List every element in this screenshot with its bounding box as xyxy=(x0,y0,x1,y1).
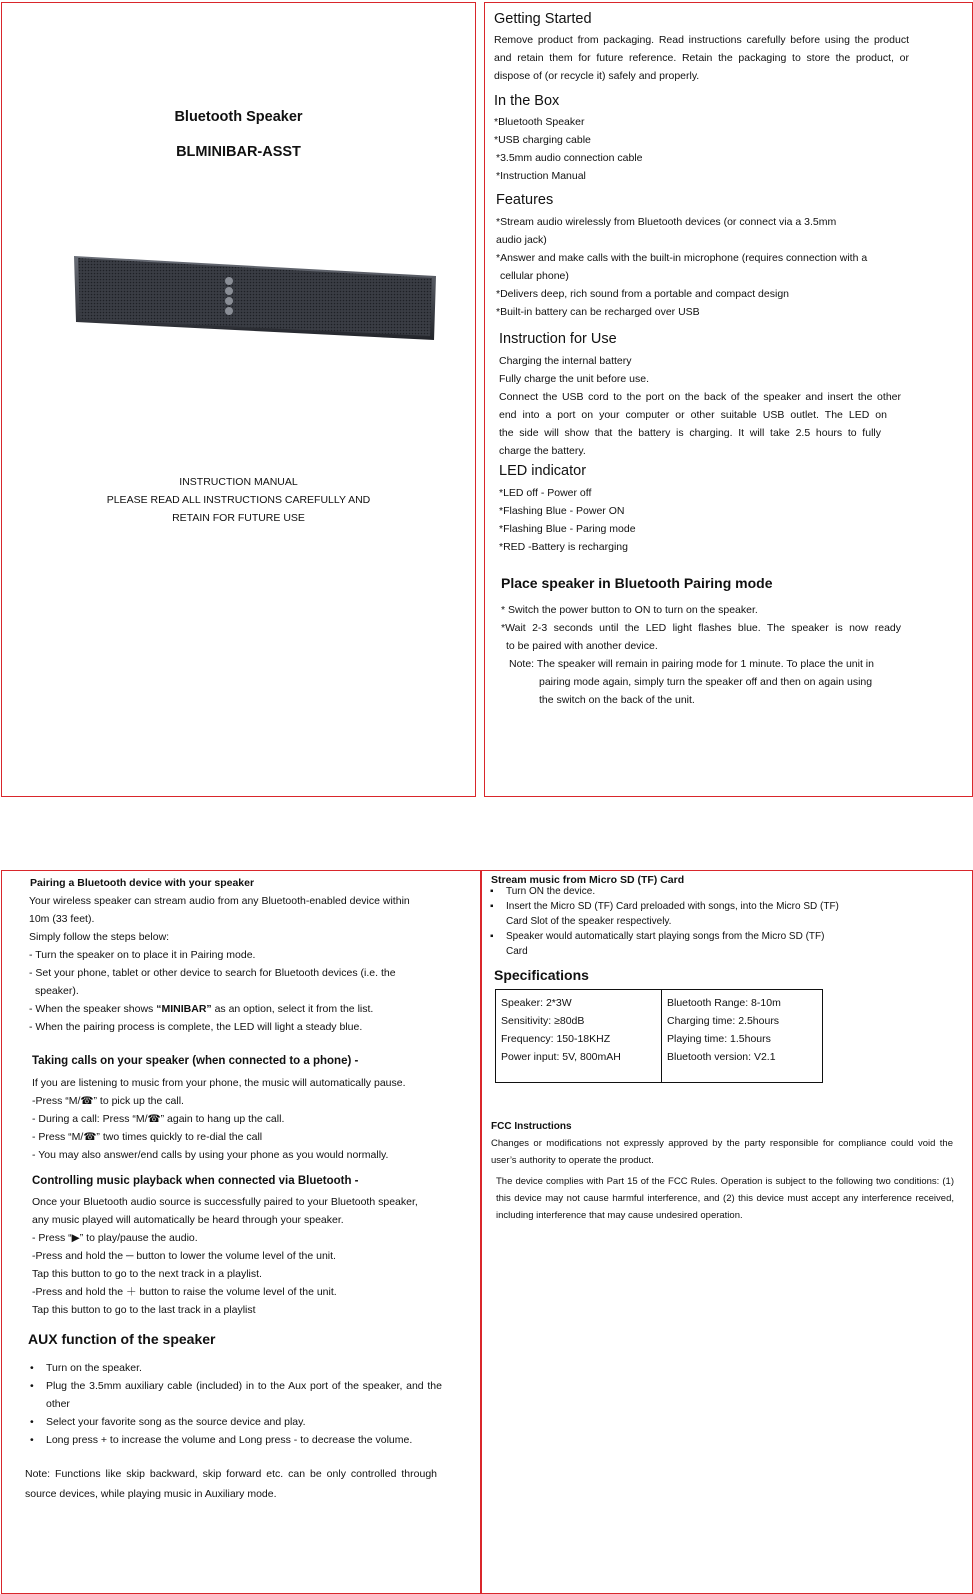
aux-list xyxy=(28,1359,442,1449)
list-item: *LED off - Power off xyxy=(499,487,592,499)
spec-item: Sensitivity: ≥80dB xyxy=(501,1015,585,1027)
specs-panel xyxy=(481,870,973,1594)
list-item: *Stream audio wirelessly from Bluetooth devices (or connect via a 3.5mm xyxy=(496,216,837,228)
spec-item: Bluetooth Range: 8-10m xyxy=(667,997,781,1009)
spec-item: Power input: 5V, 800mAH xyxy=(501,1051,621,1063)
aux-heading: AUX function of the speaker xyxy=(28,1331,216,1347)
list-item: *Flashing Blue - Paring mode xyxy=(499,523,636,535)
list-item: *Instruction Manual xyxy=(496,170,586,182)
cover-title: Bluetooth Speaker xyxy=(174,109,303,125)
in-the-box-list xyxy=(494,113,643,185)
specs-table xyxy=(495,989,823,1083)
list-item: • Long press + to increase the volume and Long press - to decrease the volume. xyxy=(30,1434,413,1446)
cover-manual-line: INSTRUCTION MANUAL xyxy=(179,476,298,488)
spec-item: Frequency: 150-18KHZ xyxy=(501,1033,611,1045)
spec-item: Speaker: 2*3W xyxy=(501,997,572,1009)
cover-model: BLMINIBAR-ASST xyxy=(176,144,301,160)
list-item: • Turn on the speaker. xyxy=(30,1362,142,1374)
in-the-box-heading: In the Box xyxy=(494,93,560,109)
speaker-product-image xyxy=(72,248,438,348)
specs-right-cell xyxy=(662,990,823,1083)
features-list xyxy=(496,213,867,321)
list-item: cellular phone) xyxy=(500,270,569,282)
music-heading: Controlling music playback when connected via Bluetooth - xyxy=(32,1175,359,1187)
list-item: ▪ Speaker would automatically start playing songs from the Micro SD (TF) Card xyxy=(490,931,825,957)
fcc-para2: The device complies with Part 15 of the FCC Rules. Operation is subject to the following two conditions: (1) this device may not cause harmful interference, and (2) this device must accept any interference received, including interference that may cause undesired operation. xyxy=(496,1176,954,1221)
features-heading: Features xyxy=(496,192,554,208)
list-item: *USB charging cable xyxy=(494,134,591,146)
fcc-heading: FCC Instructions xyxy=(491,1121,572,1132)
spec-item: Bluetooth version: V2.1 xyxy=(667,1051,776,1063)
led-heading: LED indicator xyxy=(499,463,587,479)
list-item: *RED -Battery is recharging xyxy=(499,541,628,553)
instruction-use-text: Charging the internal battery Fully charge the unit before use. Connect the USB cord to the port on the back of the speaker and insert the other end into a port on your computer or other suitable USB outlet. The LED on the side will show that the battery is charging. It will take 2.5 hours to fully charge the battery. xyxy=(499,355,901,457)
cover-panel xyxy=(1,2,476,797)
cover-manual-line: PLEASE READ ALL INSTRUCTIONS CAREFULLY AND xyxy=(106,494,371,506)
pairing-mode-heading: Place speaker in Bluetooth Pairing mode xyxy=(501,575,773,591)
pairing-device-heading: Pairing a Bluetooth device with your speaker xyxy=(30,877,255,889)
specs-heading: Specifications xyxy=(494,967,589,983)
pairing-mode-text: * Switch the power button to ON to turn on the speaker. *Wait 2-3 seconds until the LED light flashes blue. The speaker is now ready to be paired with another device. Note: The speaker will remain in pairing mode for 1 minute. To place the unit in pairing mode again, simply turn the speaker off and then on again using the switch on the back of the unit. xyxy=(501,604,901,706)
list-item: *Bluetooth Speaker xyxy=(494,116,585,128)
pairing-device-text: Your wireless speaker can stream audio from any Bluetooth-enabled device within 10m (33 feet). Simply follow the steps below: - Turn the speaker on to place it in Pairing mode. - Set your phone, tablet or other device to search for Bluetooth devices (i.e. the speaker). - When the speaker shows “MINIBAR” as an option, select it from the list. - When the pairing process is complete, the LED will light a steady blue. xyxy=(29,895,410,1033)
instructions-panel xyxy=(484,2,973,797)
specs-left-cell xyxy=(496,990,662,1083)
led-list xyxy=(499,484,636,556)
list-item: • Plug the 3.5mm auxiliary cable (included) in to the Aux port of the speaker, and the other xyxy=(30,1380,442,1410)
sd-heading: Stream music from Micro SD (TF) Card xyxy=(491,874,685,886)
list-item: *Flashing Blue - Power ON xyxy=(499,505,625,517)
getting-started-text: Remove product from packaging. Read instructions carefully before using the product and retain them for future reference. Retain the packaging to store the product, or dispose of (or recycle it) safely and properly. xyxy=(494,34,909,82)
fcc-para1: Changes or modifications not expressly approved by the party responsible for compliance could void the user’s authority to operate the product. xyxy=(491,1138,953,1166)
list-item: *3.5mm audio connection cable xyxy=(496,152,643,164)
list-item: *Built-in battery can be recharged over USB xyxy=(496,306,700,318)
list-item: • Select your favorite song as the source device and play. xyxy=(30,1416,306,1428)
usage-panel xyxy=(1,870,481,1594)
list-item: *Delivers deep, rich sound from a portable and compact design xyxy=(496,288,789,300)
calls-heading: Taking calls on your speaker (when connected to a phone) - xyxy=(32,1055,359,1067)
aux-note: Note: Functions like skip backward, skip forward etc. can be only controlled through source devices, while playing music in Auxiliary mode. xyxy=(25,1468,437,1500)
calls-text: If you are listening to music from your phone, the music will automatically pause. -Press “M/☎” to pick up the call. - During a call: Press “M/☎” again to hang up the call. - Press “M/☎” two times quickly to re-dial the call - You may also answer/end calls by using your phone as you would normally. xyxy=(32,1077,406,1161)
minibar-name: “MINIBAR” xyxy=(156,1003,212,1015)
music-text: Once your Bluetooth audio source is successfully paired to your Bluetooth speaker, any music played will automatically be heard through your speaker. - Press “▶” to play/pause the audio. -Press and hold the ─ button to lower the volume level of the unit. Tap this button to go to the next track in a playlist. -Press and hold the ＋ button to raise the volume level of the unit. Tap this button to go to the last track in a playlist xyxy=(32,1196,418,1316)
list-item: ▪ Insert the Micro SD (TF) Card preloaded with songs, into the Micro SD (TF) Card Slot of the speaker respectively. xyxy=(490,901,839,927)
spec-item: Charging time: 2.5hours xyxy=(667,1015,780,1027)
list-item: *Answer and make calls with the built-in microphone (requires connection with a xyxy=(496,252,868,264)
cover-manual-note xyxy=(2,473,475,527)
list-item: ▪ Turn ON the device. xyxy=(490,886,596,897)
sd-list xyxy=(488,884,848,959)
instruction-use-heading: Instruction for Use xyxy=(499,331,617,347)
list-item: audio jack) xyxy=(496,234,547,246)
getting-started-heading: Getting Started xyxy=(494,11,592,27)
spec-item: Playing time: 1.5hours xyxy=(667,1033,771,1045)
cover-manual-line: RETAIN FOR FUTURE USE xyxy=(172,512,305,524)
